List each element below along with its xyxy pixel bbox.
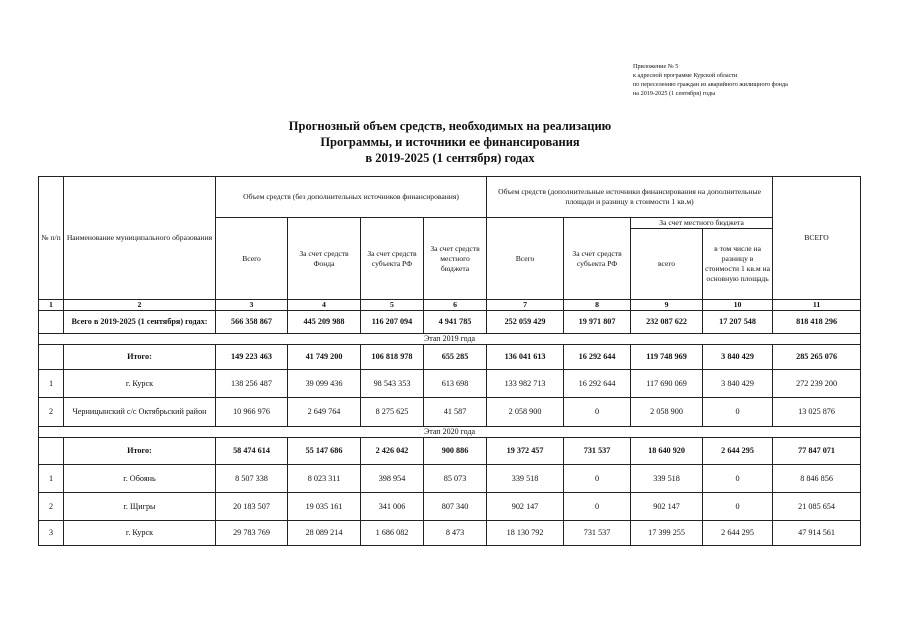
header-num: № п/п <box>39 177 64 300</box>
annex-line: по переселению граждан из аварийного жилищного фонда <box>633 81 788 88</box>
table-row <box>39 465 861 493</box>
value-cell: 807 340 <box>424 493 487 521</box>
value-cell: 8 275 625 <box>361 398 424 427</box>
grand-total-row <box>39 311 861 334</box>
value-cell: 17 207 548 <box>703 311 773 334</box>
header-c9: всего <box>631 229 703 300</box>
table-row <box>39 398 861 427</box>
col-number: 6 <box>424 300 487 311</box>
value-cell: 138 256 487 <box>216 370 288 398</box>
col-number: 11 <box>773 300 861 311</box>
value-cell: 8 023 311 <box>288 465 361 493</box>
document-title <box>200 118 700 166</box>
value-cell: 0 <box>564 493 631 521</box>
value-cell: 17 399 255 <box>631 521 703 546</box>
value-cell: 117 690 069 <box>631 370 703 398</box>
row-label: г. Курск <box>64 521 216 546</box>
annex-line: на 2019-2025 (1 сентября) годы <box>633 90 716 97</box>
value-cell: 39 099 436 <box>288 370 361 398</box>
value-cell: 77 847 071 <box>773 438 861 465</box>
col-number: 4 <box>288 300 361 311</box>
value-cell: 0 <box>703 398 773 427</box>
value-cell: 902 147 <box>631 493 703 521</box>
value-cell: 136 041 613 <box>487 345 564 370</box>
value-cell: 85 073 <box>424 465 487 493</box>
row-label: Черницынский с/с Октябрьский район <box>64 398 216 427</box>
header-c5: За счет средств субъекта РФ <box>361 218 424 300</box>
value-cell: 2 644 295 <box>703 438 773 465</box>
value-cell: 566 358 867 <box>216 311 288 334</box>
value-cell: 55 147 686 <box>288 438 361 465</box>
annex-line: к адресной программе Курской области <box>633 72 738 79</box>
value-cell: 0 <box>564 465 631 493</box>
value-cell: 20 183 507 <box>216 493 288 521</box>
row-label: Итого: <box>64 438 216 465</box>
col-number: 2 <box>64 300 216 311</box>
value-cell: 2 426 042 <box>361 438 424 465</box>
row-num: 2 <box>39 493 64 521</box>
value-cell: 398 954 <box>361 465 424 493</box>
value-cell: 731 537 <box>564 521 631 546</box>
header-c10: в том числе на разницу в стоимости 1 кв.м на основную площадь <box>703 229 773 300</box>
value-cell: 3 840 429 <box>703 345 773 370</box>
value-cell: 341 006 <box>361 493 424 521</box>
header-group-2: Объем средств (дополнительные источники финансирования на дополнительные площади и разницу в стоимости 1 кв.м) <box>487 177 773 218</box>
value-cell: 58 474 614 <box>216 438 288 465</box>
value-cell: 445 209 988 <box>288 311 361 334</box>
stage-title: Этап 2020 года <box>39 427 861 438</box>
title-line: Программы, и источники ее финансирования <box>320 135 580 149</box>
stage-row <box>39 334 861 345</box>
row-label: г. Курск <box>64 370 216 398</box>
value-cell: 18 640 920 <box>631 438 703 465</box>
value-cell: 818 418 296 <box>773 311 861 334</box>
value-cell: 2 058 900 <box>487 398 564 427</box>
value-cell: 0 <box>703 493 773 521</box>
header-local-budget: За счет местного бюджета <box>631 218 773 229</box>
row-num: 3 <box>39 521 64 546</box>
col-number: 3 <box>216 300 288 311</box>
value-cell: 28 089 214 <box>288 521 361 546</box>
value-cell: 252 059 429 <box>487 311 564 334</box>
stage-total-row <box>39 438 861 465</box>
header-name: Наименование муниципального образования <box>64 177 216 300</box>
value-cell: 41 587 <box>424 398 487 427</box>
header-c6: За счет средств местного бюджета <box>424 218 487 300</box>
value-cell: 13 025 876 <box>773 398 861 427</box>
row-label: г. Щигры <box>64 493 216 521</box>
annex-note <box>633 62 788 98</box>
value-cell: 98 543 353 <box>361 370 424 398</box>
value-cell: 133 982 713 <box>487 370 564 398</box>
value-cell: 8 473 <box>424 521 487 546</box>
value-cell: 41 749 200 <box>288 345 361 370</box>
header-group-1: Объем средств (без дополнительных источников финансирования) <box>216 177 487 218</box>
stage-total-row <box>39 345 861 370</box>
value-cell: 16 292 644 <box>564 345 631 370</box>
row-label: Всего в 2019-2025 (1 сентября) годах: <box>64 311 216 334</box>
header-c8: За счет средств субъекта РФ <box>564 218 631 300</box>
row-num <box>39 345 64 370</box>
value-cell: 47 914 561 <box>773 521 861 546</box>
value-cell: 19 372 457 <box>487 438 564 465</box>
financing-table <box>38 176 861 546</box>
value-cell: 149 223 463 <box>216 345 288 370</box>
value-cell: 8 507 338 <box>216 465 288 493</box>
value-cell: 613 698 <box>424 370 487 398</box>
value-cell: 902 147 <box>487 493 564 521</box>
value-cell: 106 818 978 <box>361 345 424 370</box>
value-cell: 0 <box>703 465 773 493</box>
col-number: 9 <box>631 300 703 311</box>
row-num <box>39 311 64 334</box>
table-row <box>39 493 861 521</box>
value-cell: 339 518 <box>631 465 703 493</box>
value-cell: 119 748 969 <box>631 345 703 370</box>
value-cell: 1 686 082 <box>361 521 424 546</box>
value-cell: 0 <box>564 398 631 427</box>
value-cell: 272 239 200 <box>773 370 861 398</box>
title-line: в 2019-2025 (1 сентября) годах <box>365 151 535 165</box>
column-number-row <box>39 300 861 311</box>
value-cell: 655 285 <box>424 345 487 370</box>
header-c3: Всего <box>216 218 288 300</box>
table-row <box>39 521 861 546</box>
col-number: 7 <box>487 300 564 311</box>
col-number: 10 <box>703 300 773 311</box>
value-cell: 116 207 094 <box>361 311 424 334</box>
value-cell: 18 130 792 <box>487 521 564 546</box>
row-label: г. Обоянь <box>64 465 216 493</box>
value-cell: 21 085 654 <box>773 493 861 521</box>
stage-title: Этап 2019 года <box>39 334 861 345</box>
value-cell: 4 941 785 <box>424 311 487 334</box>
value-cell: 2 649 764 <box>288 398 361 427</box>
header-c4: За счет средств Фонда <box>288 218 361 300</box>
value-cell: 731 537 <box>564 438 631 465</box>
row-num <box>39 438 64 465</box>
row-num: 1 <box>39 465 64 493</box>
value-cell: 29 783 769 <box>216 521 288 546</box>
stage-row <box>39 427 861 438</box>
table-row <box>39 370 861 398</box>
col-number: 8 <box>564 300 631 311</box>
value-cell: 16 292 644 <box>564 370 631 398</box>
title-line: Прогнозный объем средств, необходимых на реализацию <box>288 119 612 133</box>
col-number: 5 <box>361 300 424 311</box>
value-cell: 2 058 900 <box>631 398 703 427</box>
header-total: ВСЕГО <box>773 177 861 300</box>
col-number: 1 <box>39 300 64 311</box>
row-label: Итого: <box>64 345 216 370</box>
header-c7: Всего <box>487 218 564 300</box>
value-cell: 19 035 161 <box>288 493 361 521</box>
value-cell: 19 971 807 <box>564 311 631 334</box>
value-cell: 339 518 <box>487 465 564 493</box>
value-cell: 2 644 295 <box>703 521 773 546</box>
value-cell: 8 846 856 <box>773 465 861 493</box>
row-num: 1 <box>39 370 64 398</box>
value-cell: 232 087 622 <box>631 311 703 334</box>
value-cell: 285 265 076 <box>773 345 861 370</box>
annex-line: Приложение № 5 <box>633 63 679 70</box>
value-cell: 10 966 976 <box>216 398 288 427</box>
value-cell: 3 840 429 <box>703 370 773 398</box>
row-num: 2 <box>39 398 64 427</box>
value-cell: 900 886 <box>424 438 487 465</box>
